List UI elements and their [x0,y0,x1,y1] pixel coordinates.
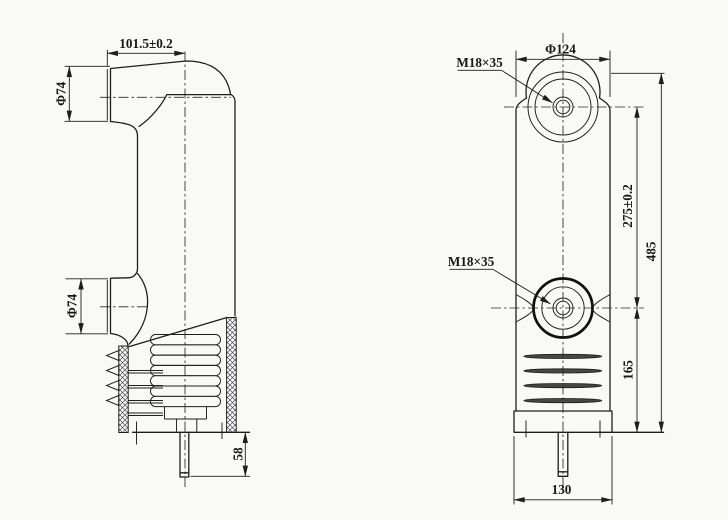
right-hatched-wall [227,318,237,433]
thread-callout-top-label: M18×35 [456,55,503,70]
left-outline-left-edge [111,122,138,347]
dim-275 [620,107,637,308]
left-view-fins [107,351,164,416]
left-view [54,36,251,490]
bellows-bottom-step [165,407,207,432]
fin [524,369,602,373]
dim-phi74-lower [65,279,109,334]
dim-stem-58-label: 58 [230,447,246,461]
dim-stem-58 [191,432,251,476]
right-base [514,411,664,432]
dim-485 [611,73,665,432]
dim-phi74-lower-label: Φ74 [64,293,80,319]
left-hatched-wall [119,346,128,433]
fin-inner-lines [128,371,163,416]
left-stem [180,432,189,477]
dim-130-label: 130 [551,482,572,497]
right-view [448,33,665,505]
fin [107,381,119,391]
thread-callout-top [456,55,552,103]
dim-165 [621,308,638,432]
fin [524,384,602,388]
dim-top-width [107,36,185,66]
dim-phi74-upper [54,66,111,121]
base-hole-ticks [137,422,223,445]
dim-165-label: 165 [620,360,636,380]
fin [107,351,119,361]
dim-top-width-label: 101.5±0.2 [119,36,173,51]
dim-phi124-label: Φ124 [545,41,576,57]
thread-callout-bottom-label: M18×35 [447,254,495,269]
fin [107,396,119,406]
dim-485-label: 485 [643,241,659,262]
dim-phi74-upper-label: Φ74 [53,81,69,106]
dim-275-label: 275±0.2 [620,184,635,228]
fin [107,366,119,376]
fin [524,399,602,403]
fin [524,354,602,358]
lower-arm-fillet [129,274,147,345]
